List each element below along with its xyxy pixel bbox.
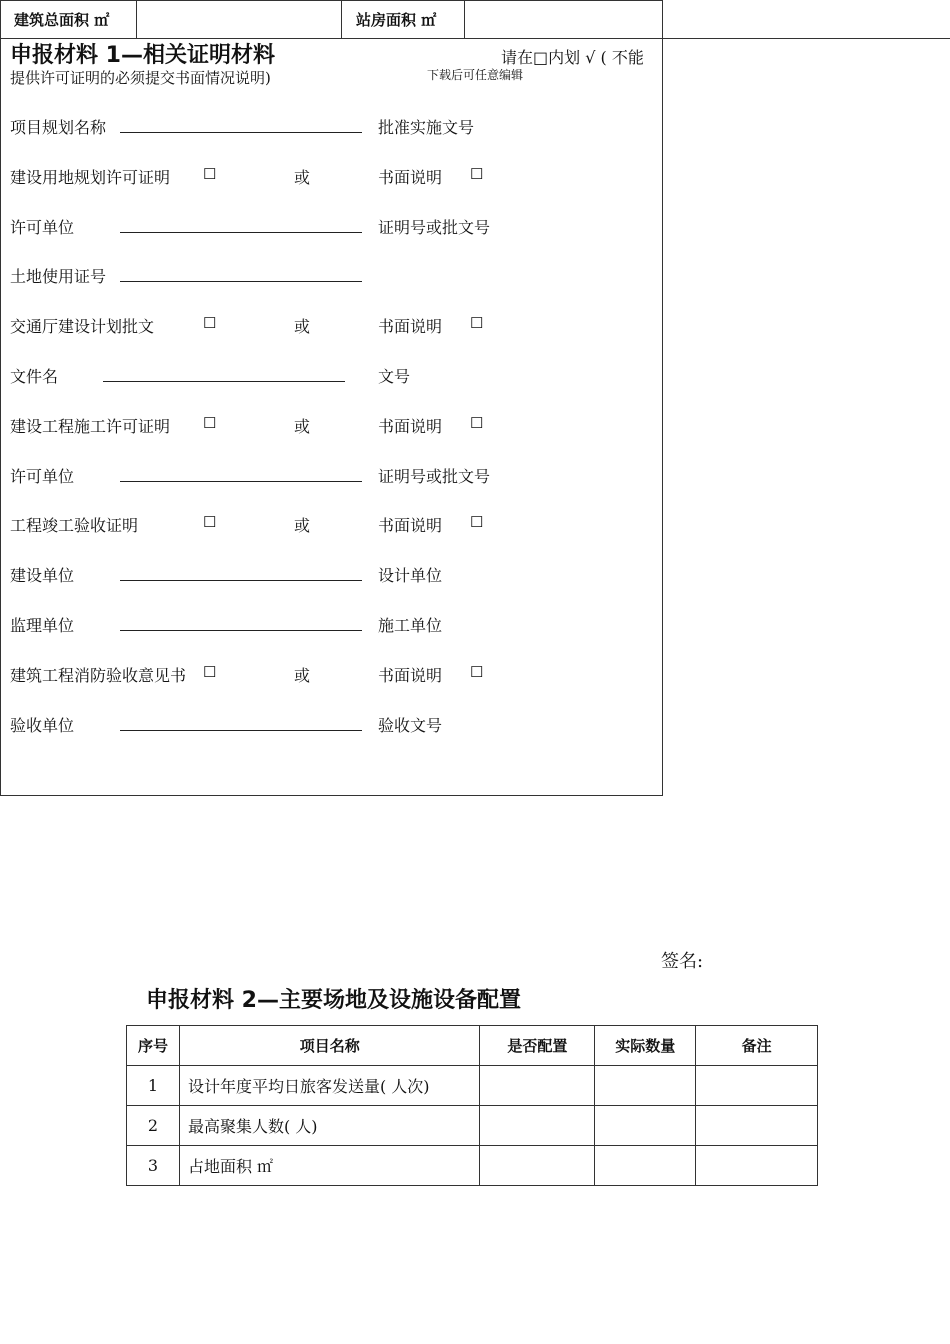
section1-instruction-cont: 提供许可证明的必须提交书面情况说明) bbox=[10, 69, 271, 87]
form-row-label: 文件名 bbox=[10, 367, 59, 386]
form-row-right-label: 施工单位 bbox=[378, 616, 443, 635]
row-no: 2 bbox=[127, 1106, 180, 1146]
checkbox[interactable]: ☐ bbox=[203, 164, 217, 183]
checkbox[interactable]: ☐ bbox=[203, 513, 217, 532]
form-row bbox=[10, 464, 650, 486]
table-header-row bbox=[127, 1026, 818, 1066]
total-area-field[interactable] bbox=[137, 0, 340, 38]
written-explanation-checkbox[interactable]: ☐ bbox=[470, 513, 484, 532]
form-row-right-label: 书面说明 bbox=[378, 416, 443, 436]
written-explanation-checkbox[interactable]: ☐ bbox=[470, 314, 484, 333]
form-row bbox=[10, 414, 650, 436]
form-row-label: 建设用地规划许可证明 bbox=[10, 167, 171, 187]
table-row bbox=[127, 1106, 818, 1146]
or-label: 或 bbox=[294, 665, 311, 685]
written-explanation-checkbox[interactable]: ☐ bbox=[470, 662, 484, 681]
fill-in-line[interactable] bbox=[120, 232, 362, 233]
fill-in-line[interactable] bbox=[120, 281, 362, 282]
col-header-no: 序号 bbox=[127, 1026, 180, 1066]
fill-in-line[interactable] bbox=[120, 630, 362, 631]
form-row bbox=[10, 563, 650, 585]
table-row bbox=[127, 1146, 818, 1186]
facilities-table bbox=[126, 1025, 818, 1186]
form-row-right-label: 文号 bbox=[378, 367, 411, 386]
fill-in-line[interactable] bbox=[120, 730, 362, 731]
form-row-label: 验收单位 bbox=[10, 715, 75, 735]
form-row bbox=[10, 713, 650, 735]
form-row bbox=[10, 364, 650, 386]
or-label: 或 bbox=[294, 317, 311, 337]
written-explanation-checkbox[interactable]: ☐ bbox=[470, 164, 484, 183]
form-row bbox=[10, 314, 650, 336]
form-row-right-label: 书面说明 bbox=[378, 516, 443, 536]
header-note: 下载后可任意编辑 bbox=[426, 68, 523, 82]
row-name: 最高聚集人数( 人) bbox=[179, 1106, 480, 1146]
table-row bbox=[127, 1066, 818, 1106]
checkbox[interactable]: ☐ bbox=[203, 314, 217, 333]
or-label: 或 bbox=[294, 416, 311, 436]
form-row bbox=[10, 264, 650, 286]
form-row-right-label: 证明号或批文号 bbox=[378, 217, 491, 237]
section1-instruction: 请在□内划 √ ( 不能 bbox=[501, 48, 644, 67]
form-row-label: 交通厅建设计划批文 bbox=[10, 317, 155, 337]
col-header-qty: 实际数量 bbox=[595, 1026, 696, 1066]
form-row-right-label: 证明号或批文号 bbox=[378, 466, 491, 486]
row-qty-cell[interactable] bbox=[595, 1106, 696, 1146]
checkbox[interactable]: ☐ bbox=[203, 662, 217, 681]
checkbox[interactable]: ☐ bbox=[203, 413, 217, 432]
row-configured-cell[interactable] bbox=[480, 1146, 595, 1186]
form-row-label: 监理单位 bbox=[10, 616, 75, 635]
form-row bbox=[10, 613, 650, 635]
form-row-right-label: 书面说明 bbox=[378, 665, 443, 685]
row-configured-cell[interactable] bbox=[480, 1106, 595, 1146]
row-note-cell[interactable] bbox=[696, 1146, 818, 1186]
station-area-label: 站房面积 ㎡ bbox=[356, 10, 437, 29]
row-name: 设计年度平均日旅客发送量( 人次) bbox=[179, 1066, 480, 1106]
section1-box bbox=[0, 0, 663, 796]
form-row bbox=[10, 663, 650, 685]
form-row-label: 项目规划名称 bbox=[10, 118, 107, 137]
row-no: 3 bbox=[127, 1146, 180, 1186]
form-row-right-label: 设计单位 bbox=[378, 566, 443, 586]
form-row-label: 工程竣工验收证明 bbox=[10, 516, 139, 536]
row-configured-cell[interactable] bbox=[480, 1066, 595, 1106]
signature-label: 签名: bbox=[661, 951, 704, 972]
form-row-right-label: 验收文号 bbox=[378, 715, 443, 735]
row-note-cell[interactable] bbox=[696, 1106, 818, 1146]
row-qty-cell[interactable] bbox=[595, 1146, 696, 1186]
form-row bbox=[10, 513, 650, 535]
form-row-label: 许可单位 bbox=[10, 217, 75, 237]
section1-title: 申报材料 1—相关证明材料 bbox=[10, 43, 275, 68]
col-header-configured: 是否配置 bbox=[480, 1026, 595, 1066]
total-area-label: 建筑总面积 ㎡ bbox=[14, 10, 110, 29]
form-row-label: 建设工程施工许可证明 bbox=[10, 416, 171, 436]
row-no: 1 bbox=[127, 1066, 180, 1106]
written-explanation-checkbox[interactable]: ☐ bbox=[470, 413, 484, 432]
station-area-field[interactable] bbox=[465, 0, 660, 38]
form-row bbox=[10, 115, 650, 137]
form-row-right-label: 书面说明 bbox=[378, 167, 443, 187]
row-qty-cell[interactable] bbox=[595, 1066, 696, 1106]
col-header-name: 项目名称 bbox=[179, 1026, 480, 1066]
or-label: 或 bbox=[294, 167, 311, 187]
form-row-label: 建设单位 bbox=[10, 566, 75, 586]
form-row-label: 建筑工程消防验收意见书 bbox=[10, 665, 187, 685]
section2-title: 申报材料 2—主要场地及设施设备配置 bbox=[146, 988, 521, 1013]
form-row bbox=[10, 165, 650, 187]
row-name: 占地面积 ㎡ bbox=[179, 1146, 480, 1186]
form-row-label: 土地使用证号 bbox=[10, 267, 107, 287]
form-row-right-label: 书面说明 bbox=[378, 317, 443, 337]
col-header-note: 备注 bbox=[696, 1026, 818, 1066]
area-row bbox=[0, 0, 950, 39]
or-label: 或 bbox=[294, 516, 311, 536]
row-note-cell[interactable] bbox=[696, 1066, 818, 1106]
fill-in-line[interactable] bbox=[120, 481, 362, 482]
form-row-right-label: 批准实施文号 bbox=[378, 118, 475, 137]
fill-in-line[interactable] bbox=[120, 132, 362, 133]
form-row-label: 许可单位 bbox=[10, 466, 75, 486]
fill-in-line[interactable] bbox=[120, 580, 362, 581]
form-row bbox=[10, 215, 650, 237]
fill-in-line[interactable] bbox=[103, 381, 345, 382]
